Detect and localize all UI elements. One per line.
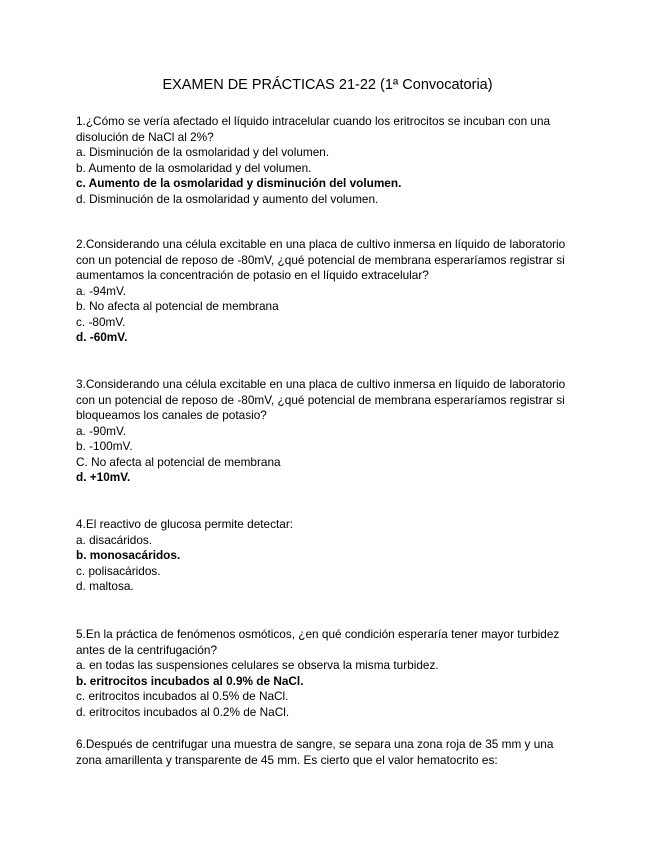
option-c: C. No afecta al potencial de membrana [76, 454, 281, 469]
question-stem-line: 1.¿Cómo se vería afectado el líquido intracelular cuando los eritrocitos se incuban con una [76, 114, 551, 128]
question-stem-line: 3.Considerando una célula excitable en una placa de cultivo inmersa en líquido de laboratorio [76, 377, 566, 391]
question-4 [76, 517, 576, 595]
question-2 [76, 237, 576, 346]
option-d: d. maltosa. [76, 579, 134, 593]
question-stem-line: 6.Después de centrifugar una muestra de sangre, se separa una zona roja de 35 mm y una [76, 737, 554, 751]
option-c: c. polisacáridos. [76, 563, 161, 578]
option-c: c. -80mV. [76, 314, 126, 329]
question-stem-line: zona amarillenta y transparente de 45 mm. Es cierto que el valor hematocrito es: [76, 752, 498, 767]
question-stem-line: 2.Considerando una célula excitable en una placa de cultivo inmersa en líquido de laboratorio [76, 237, 566, 251]
option-b: b. Aumento de la osmolaridad y del volumen. [76, 160, 312, 175]
option-d-correct: d. +10mV. [76, 470, 131, 484]
option-b: b. No afecta al potencial de membrana [76, 299, 279, 313]
option-d: d. Disminución de la osmolaridad y aumento del volumen. [76, 191, 379, 206]
question-stem-line: aumentamos la concentración de potasio en el líquido extracelular? [76, 268, 429, 282]
question-1 [76, 114, 576, 207]
option-a: a. Disminución de la osmolaridad y del volumen. [76, 145, 330, 159]
option-c-correct: c. Aumento de la osmolaridad y disminución del volumen. [76, 176, 402, 190]
question-stem-line: con un potencial de reposo de -80mV, ¿qué potencial de membrana esperaríamos registrar si [76, 392, 565, 407]
page-title: EXAMEN DE PRÁCTICAS 21-22 (1ª Convocatoria) [162, 77, 493, 93]
option-b-correct: b. monosacáridos. [76, 548, 181, 562]
question-stem-line: disolución de NaCl al 2%? [76, 129, 214, 144]
question-3 [76, 377, 576, 486]
question-6 [76, 737, 576, 768]
question-5 [76, 627, 576, 720]
option-d-correct: d. -60mV. [76, 330, 128, 344]
option-c: c. eritrocitos incubados al 0.5% de NaCl. [76, 689, 289, 703]
question-stem-line: 4.El reactivo de glucosa permite detectar: [76, 517, 294, 531]
option-b: b. -100mV. [76, 439, 133, 453]
question-stem-line: bloqueamos los canales de potasio? [76, 408, 267, 422]
option-a: a. en todas las suspensiones celulares se observa la misma turbidez. [76, 658, 439, 672]
question-stem-line: 5.En la práctica de fenómenos osmóticos, ¿en qué condición esperaría tener mayor turbidez [76, 627, 560, 641]
option-a: a. disacáridos. [76, 532, 153, 547]
question-stem-line: antes de la centrifugación? [76, 642, 218, 657]
option-d: d. eritrocitos incubados al 0.2% de NaCl. [76, 704, 290, 719]
option-a: a. -94mV. [76, 283, 127, 298]
option-b-correct: b. eritrocitos incubados al 0.9% de NaCl. [76, 673, 304, 688]
question-stem-line: con un potencial de reposo de -80mV, ¿qué potencial de membrana esperaríamos registrar si [76, 252, 565, 267]
option-a: a. -90mV. [76, 423, 127, 438]
